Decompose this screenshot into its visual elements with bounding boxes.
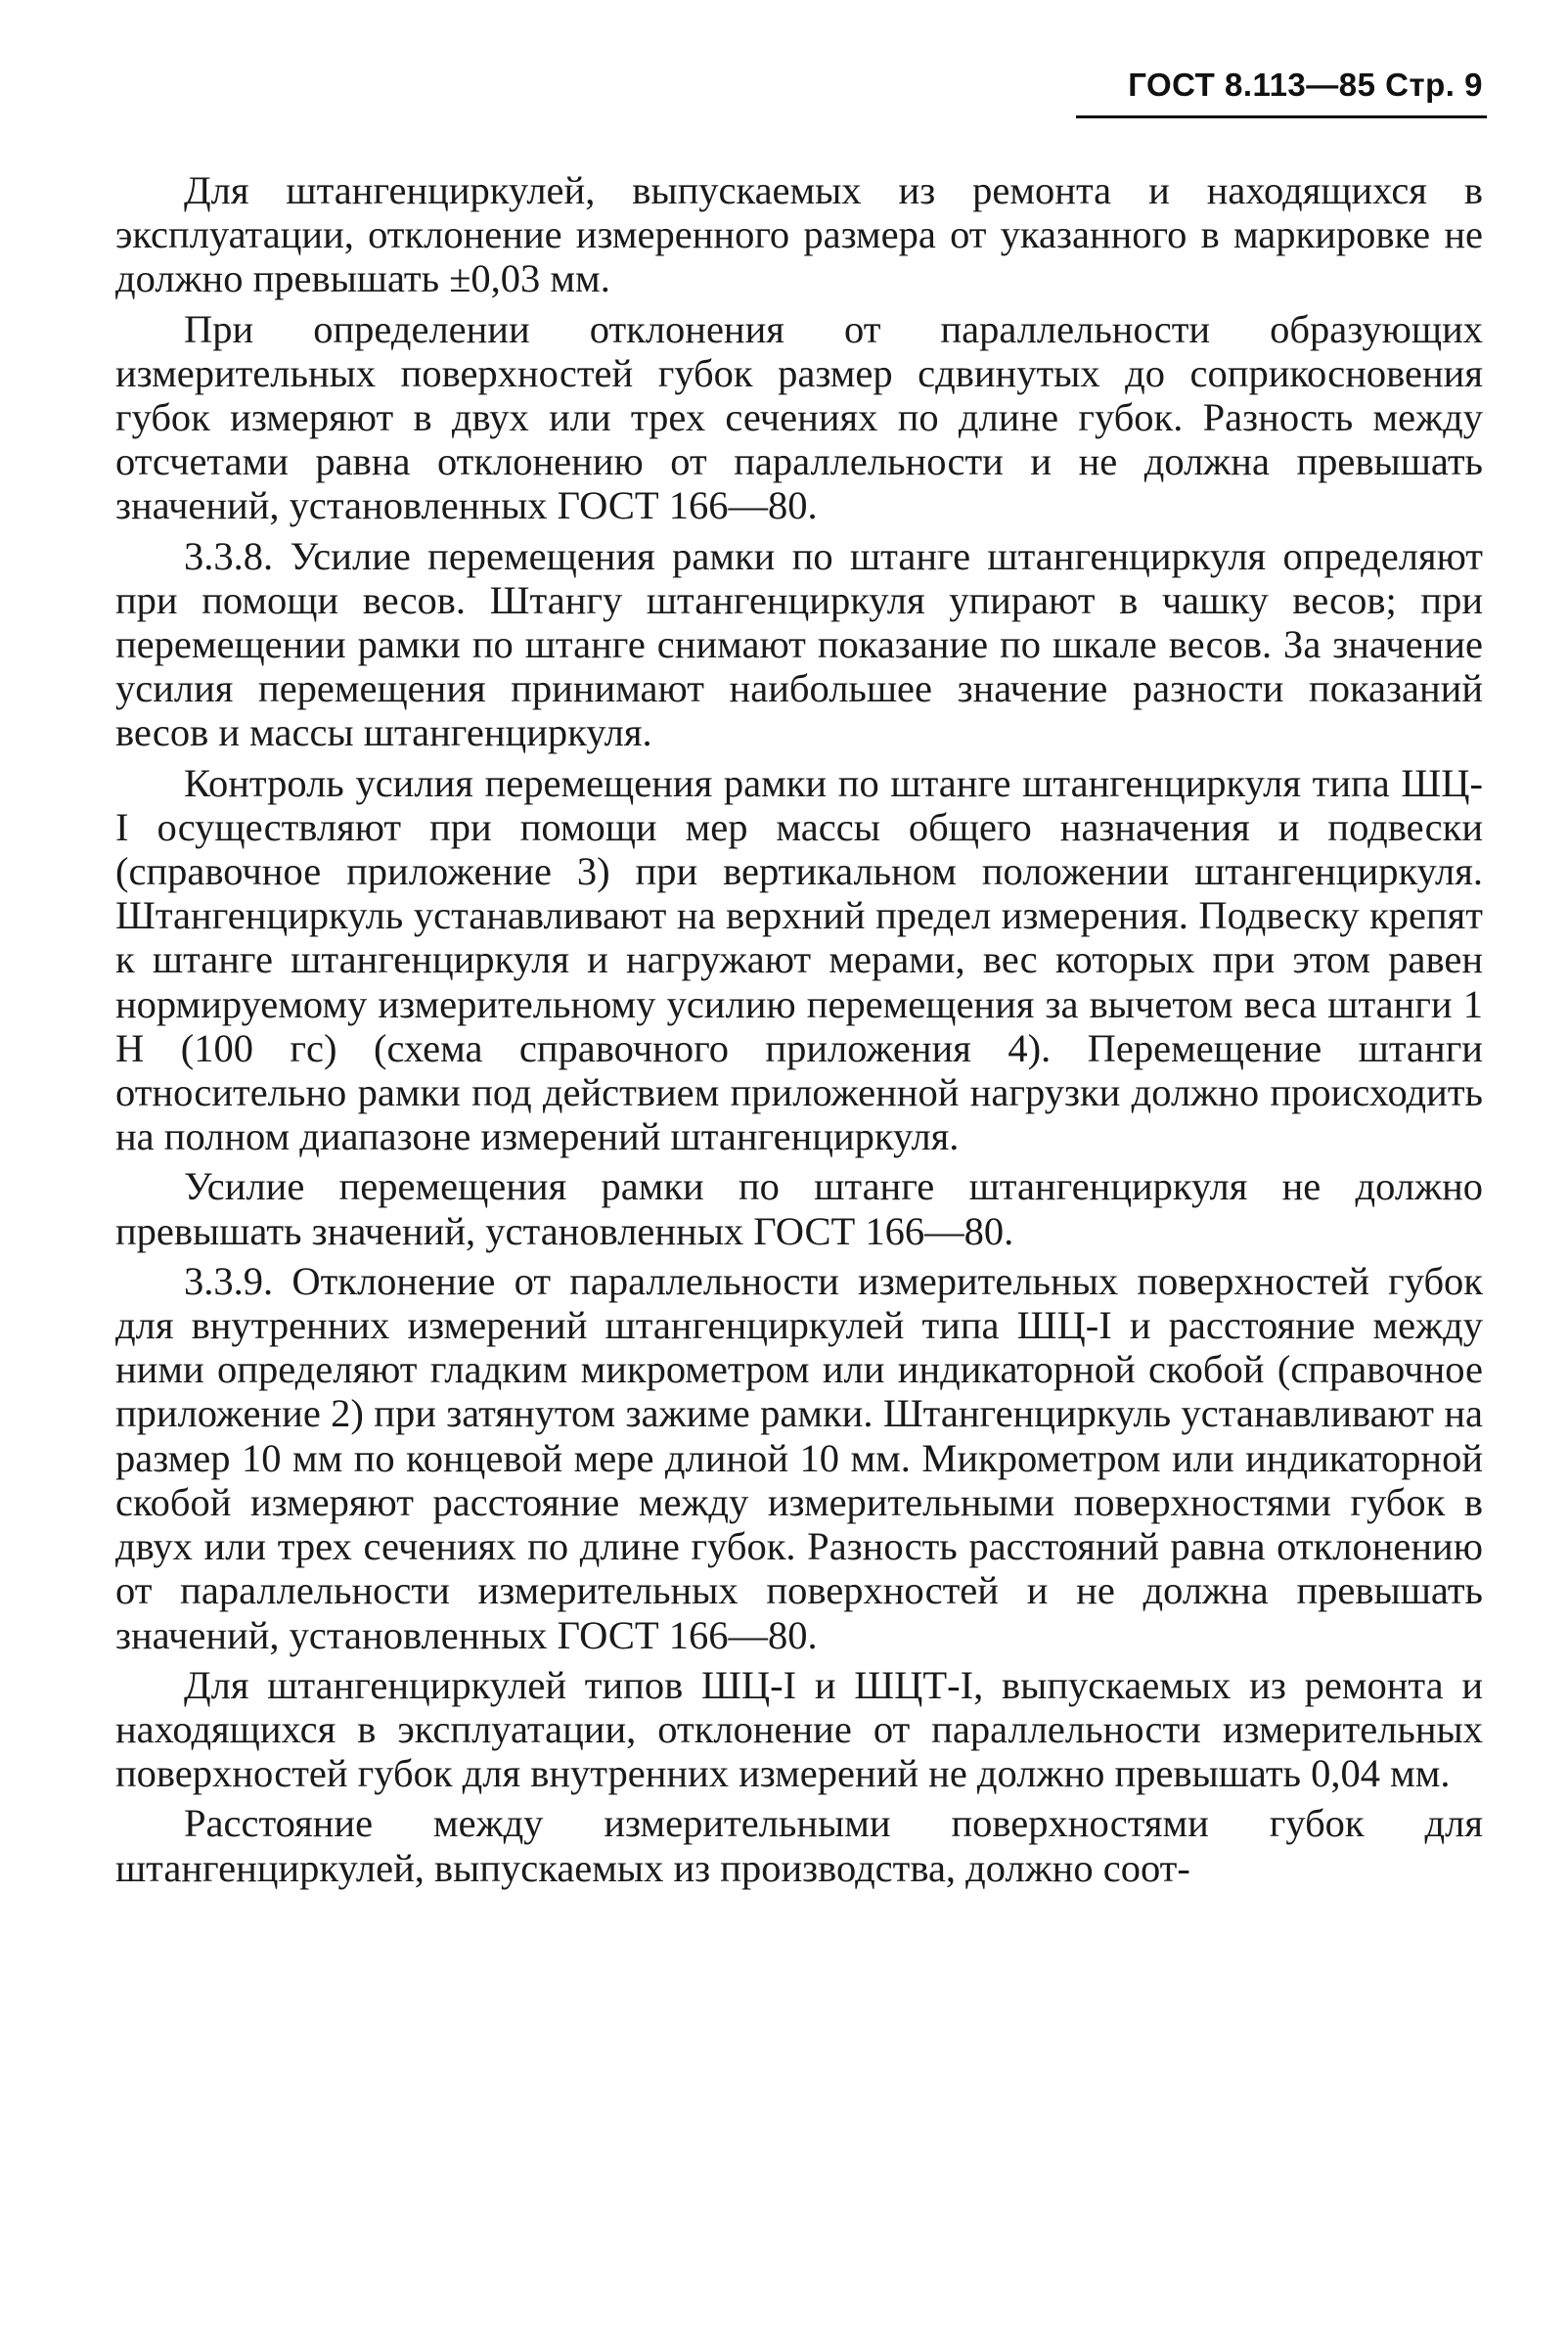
paragraph-3-3-8: 3.3.8. Усилие перемещения рамки по штанге штангенциркуля определяют при помощи весов. Штангу штангенциркуля упирают в чашку весов; при перемещении рамки по штанге снимают показание по шкале весов. За значение усилия перемещения принимают наибольшее значение разности показаний весов и массы штангенциркуля. (115, 533, 1483, 755)
paragraph-3-3-9: 3.3.9. Отклонение от параллельности измерительных поверхностей губок для внутренних измерений штангенциркулей типа ШЦ-I и расстояние между ними определяют гладким микрометром или индикаторной скобой (справочное приложение 2) при затянутом зажиме рамки. Штангенциркуль устанавливают на размер 10 мм по концевой мере длиной 10 мм. Микрометром или индикаторной скобой измеряют расстояние между измерительными поверхностями губок в двух или трех сечениях по длине губок. Разность расстояний равна отклонению от параллельности измерительных поверхностей и не должна превышать значений, установленных ГОСТ 166—80. (115, 1258, 1483, 1657)
header-rule (1076, 115, 1487, 118)
paragraph-force-limit: Усилие перемещения рамки по штанге штангенциркуля не должно превышать значений, установленных ГОСТ 166—80. (115, 1164, 1483, 1253)
paragraph-repair-parallelism: Для штангенциркулей типов ШЦ-I и ШЦТ-I, выпускаемых из ремонта и находящихся в эксплуатации, отклонение от параллельности измерительных поверхностей губок для внутренних измерений не должно превышать 0,04 мм. (115, 1662, 1483, 1796)
paragraph-parallelism-generatrix: При определении отклонения от параллельности образующих измерительных поверхностей губок размер сдвинутых до соприкосновения губок измеряют в двух или трех сечениях по длине губок. Разность между отсчетами равна отклонению от параллельности и не должна превышать значений, установленных ГОСТ 166—80. (115, 306, 1483, 528)
running-head: ГОСТ 8.113—85 Стр. 9 (1128, 67, 1483, 103)
paragraph-repair-deviation: Для штангенциркулей, выпускаемых из ремонта и находящихся в эксплуатации, отклонение измеренного размера от указанного в маркировке не должно превышать ±0,03 мм. (115, 168, 1483, 301)
paragraph-jaw-distance: Расстояние между измерительными поверхностями губок для штангенциркулей, выпускаемых из производства, должно соот- (115, 1801, 1483, 1890)
body-text (115, 168, 1483, 1890)
paragraph-force-control: Контроль усилия перемещения рамки по штанге штангенциркуля типа ШЦ-I осуществляют при помощи мер массы общего назначения и подвески (справочное приложение 3) при вертикальном положении штангенциркуля. Штангенциркуль устанавливают на верхний предел измерения. Подвеску крепят к штанге штангенциркуля и нагружают мерами, вес которых при этом равен нормируемому измерительному усилию перемещения за вычетом веса штанги 1 Н (100 гс) (схема справочного приложения 4). Перемещение штанги относительно рамки под действием приложенной нагрузки должно происходить на полном диапазоне измерений штангенциркуля. (115, 760, 1483, 1159)
